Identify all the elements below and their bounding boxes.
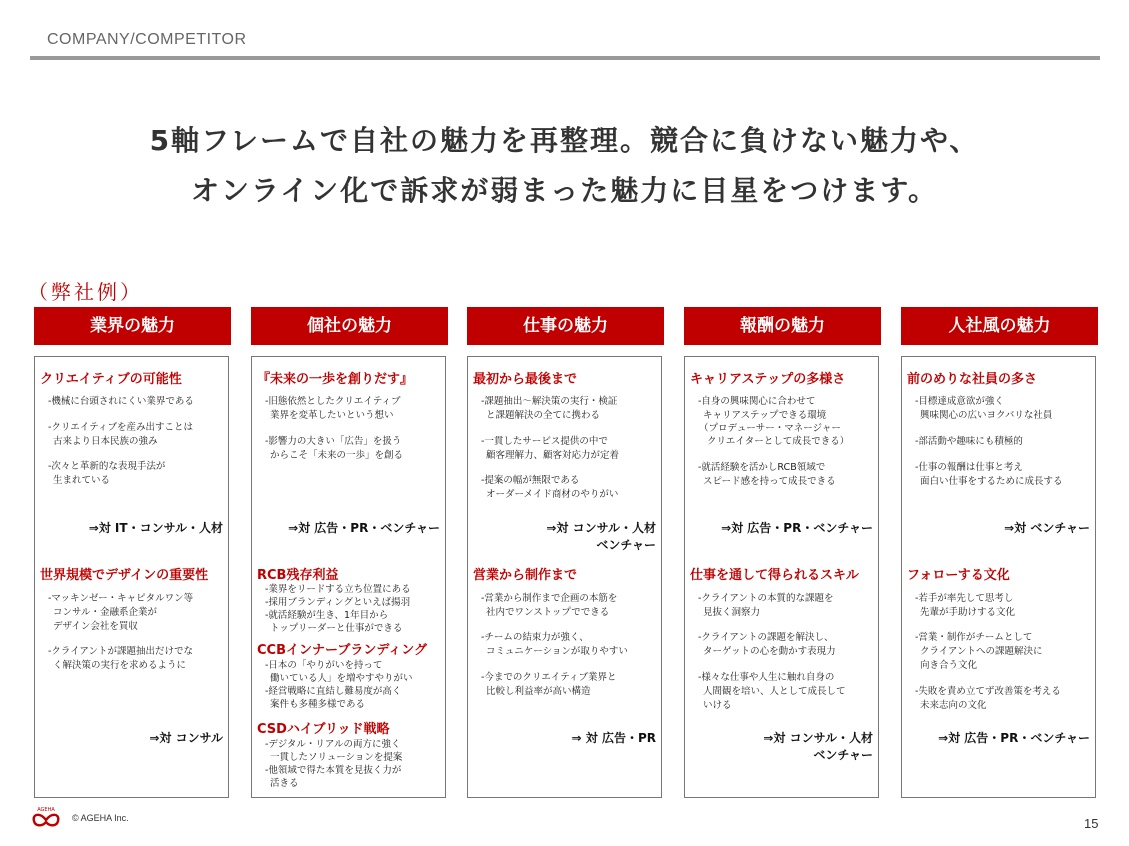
appeal-line: からこそ「未来の一歩」を創る (270, 450, 404, 461)
appeal-line: 古来より日本民族の強み (53, 436, 158, 447)
competitor-target: ⇒対 コンサル (149, 731, 223, 745)
appeal-line: 案件も多種多様である (270, 699, 366, 710)
appeal-title: CSDハイブリッド戦略 (257, 722, 390, 737)
competitor-target: ⇒ 対 広告・PR (571, 731, 656, 745)
appeal-line: デザイン会社を買収 (53, 621, 138, 632)
headline-line-1: 5軸フレームで自社の魅力を再整理。競合に負けない魅力や、 (149, 124, 980, 157)
appeal-title: CCBインナーブランディング (257, 643, 428, 658)
section-label: COMPANY/COMPETITOR (47, 31, 247, 48)
appeal-line: く解決策の実行を求めるように (53, 660, 187, 671)
appeal-line: -クライアントの本質的な課題を (698, 593, 834, 604)
appeal-line: -自身の興味関心に合わせて (698, 396, 816, 407)
appeal-title: 最初から最後まで (473, 372, 578, 387)
appeal-line: と課題解決の全てに携わる (486, 410, 601, 421)
competitor-target: ベンチャー (596, 538, 656, 552)
appeal-line: いける (703, 700, 732, 711)
competitor-target: ⇒対 広告・PR・ベンチャー (938, 731, 1090, 745)
appeal-line: -クライアントの課題を解決し、 (698, 632, 834, 643)
appeal-line: 比較し利益率が高い構造 (486, 686, 591, 697)
headline-line-2: オンライン化で訴求が弱まった魅力に目星をつけます。 (191, 174, 938, 207)
appeal-line: コミュニケーションが取りやすい (486, 646, 628, 657)
appeal-line: -旧態依然としたクリエイティブ (265, 396, 401, 407)
competitor-target: ⇒対 ベンチャー (1004, 521, 1090, 535)
headline (0, 116, 1129, 216)
appeal-line: -クリエイティブを産み出すことは (48, 422, 193, 433)
competitor-target: ⇒対 コンサル・人材 (763, 731, 873, 745)
column-body (901, 356, 1096, 798)
appeal-line: -就活経験を活かしRCB領域で (698, 462, 826, 473)
appeal-line: 社内でワンストップでできる (486, 607, 610, 618)
column-company-appeal (251, 307, 448, 789)
appeal-line: 見抜く洞察力 (703, 607, 761, 618)
appeal-title: RCB残存利益 (257, 568, 339, 583)
appeal-line: 面白い仕事をするために成長する (920, 476, 1063, 487)
competitor-target: ⇒対 コンサル・人材 (546, 521, 656, 535)
appeal-line: -影響力の大きい「広告」を扱う (265, 436, 402, 447)
appeal-line: -クライアントが課題抽出だけでな (48, 646, 193, 657)
example-label: （弊社例） (28, 280, 143, 304)
appeal-line: -失敗を責め立てず改善策を考える (915, 686, 1061, 697)
competitor-target: ⇒対 広告・PR・ベンチャー (288, 521, 440, 535)
column-body (34, 356, 229, 798)
appeal-line: オーダーメイド商材のやりがい (486, 489, 619, 500)
appeal-line: -経営戦略に直結し難易度が高く (265, 686, 402, 697)
appeal-line: -業界をリードする立ち位置にある (265, 584, 411, 595)
column-body (684, 356, 879, 798)
column-body (251, 356, 446, 798)
appeal-line: 興味関心の広いヨクバリな社員 (920, 410, 1053, 421)
competitor-target: ベンチャー (813, 748, 873, 762)
appeal-title: 仕事を通して得られるスキル (690, 568, 859, 583)
header-divider (30, 56, 1100, 60)
appeal-line: -チームの結束力が強く、 (481, 632, 589, 643)
appeal-line: -採用ブランディングといえば揚羽 (265, 597, 411, 608)
column-header: 人社風の魅力 (901, 307, 1098, 345)
appeal-line: -機械に台頭されにくい業界である (48, 396, 194, 407)
appeal-line: -マッキンゼー・キャピタルワン等 (48, 593, 194, 604)
appeal-line: （プロデューサー・マネージャー (699, 423, 841, 434)
appeal-line: 向き合う文化 (920, 660, 978, 671)
appeal-line: -部活動や趣味にも積極的 (915, 436, 1023, 447)
appeal-line: -営業・制作がチームとして (915, 632, 1033, 643)
appeal-line: ターゲットの心を動かす表現力 (703, 646, 836, 657)
appeal-title: フォローする文化 (907, 568, 1010, 583)
appeal-line: -デジタル・リアルの両方に強く (265, 739, 401, 750)
appeal-line: コンサル・金融系企業が (53, 607, 158, 618)
appeal-line: -営業から制作まで企画の本筋を (481, 593, 618, 604)
appeal-line: スピード感を持って成長できる (703, 476, 836, 487)
appeal-line: -仕事の報酬は仕事と考え (915, 462, 1023, 473)
appeal-line: 先輩が手助けする文化 (920, 607, 1016, 618)
appeal-line: 一貫したソリューションを提案 (270, 752, 403, 763)
appeal-line: -他領域で得た本質を見抜く力が (265, 765, 402, 776)
appeal-line: -一貫したサービス提供の中で (481, 436, 608, 447)
column-body (467, 356, 662, 798)
column-header: 個社の魅力 (251, 307, 448, 345)
company-logo (30, 806, 62, 830)
copyright: © AGEHA Inc. (72, 813, 129, 823)
appeal-title: 営業から制作まで (473, 568, 578, 583)
appeal-line: -提案の幅が無限である (481, 475, 580, 486)
page-number: 15 (1084, 816, 1099, 831)
appeal-line: 顧客理解力、顧客対応力が定着 (486, 450, 620, 461)
appeal-line: -次々と革新的な表現手法が (48, 461, 166, 472)
appeal-line: 業界を変革したいという想い (270, 410, 394, 421)
competitor-target: ⇒対 広告・PR・ベンチャー (721, 521, 873, 535)
appeal-line: -若手が率先して思考し (915, 593, 1014, 604)
appeal-line: クライアントへの課題解決に (920, 646, 1043, 657)
appeal-line: 活きる (270, 778, 299, 789)
column-industry-appeal (34, 307, 231, 745)
appeal-title: キャリアステップの多様さ (690, 372, 846, 387)
column-culture-appeal (901, 307, 1098, 745)
column-reward-appeal (684, 307, 881, 762)
appeal-line: クリエイターとして成長できる） (707, 436, 850, 447)
appeal-line: 人間観を培い、人として成長して (703, 686, 846, 697)
appeal-line: キャリアステップできる環境 (703, 410, 827, 421)
appeal-line: -様々な仕事や人生に触れ自身の (698, 672, 835, 683)
appeal-title: クリエイティブの可能性 (40, 372, 182, 387)
logo-letters: AGEHA (37, 807, 55, 813)
appeal-line: トップリーダーと仕事ができる (270, 623, 403, 634)
column-header: 報酬の魅力 (684, 307, 881, 345)
appeal-title: 世界規模でデザインの重要性 (40, 568, 209, 583)
appeal-line: -課題抽出～解決策の実行・検証 (481, 396, 618, 407)
competitor-target: ⇒対 IT・コンサル・人材 (88, 521, 223, 535)
appeal-title: 前のめりな社員の多さ (907, 372, 1038, 387)
appeal-line: -今までのクリエイティブ業界と (481, 672, 617, 683)
appeal-line: 未来志向の文化 (920, 700, 987, 711)
appeal-title: 『未来の一歩を創りだす』 (257, 372, 414, 387)
appeal-line: -目標達成意欲が強く (915, 396, 1004, 407)
appeal-line: 生まれている (53, 475, 111, 486)
column-work-appeal (467, 307, 664, 745)
column-header: 業界の魅力 (34, 307, 231, 345)
column-header: 仕事の魅力 (467, 307, 664, 345)
appeal-line: 働いている人」を増やすやりがい (270, 673, 413, 684)
appeal-line: -就活経験が生き、1年目から (265, 610, 389, 621)
appeal-line: -日本の「やりがいを持って (265, 660, 383, 671)
